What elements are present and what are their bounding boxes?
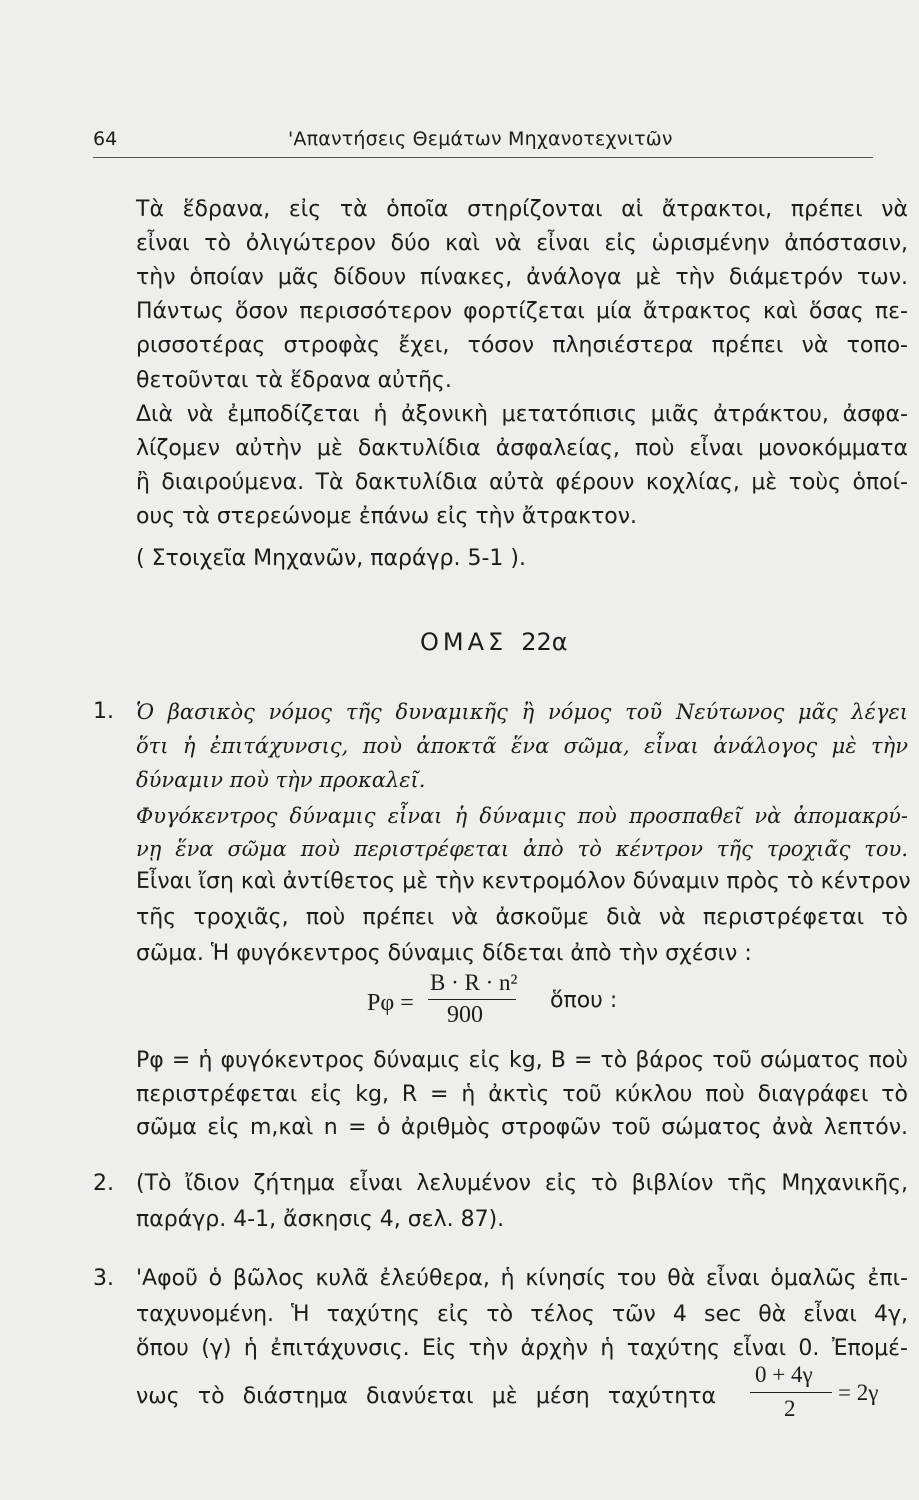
text-line: περιστρέφεται εἰς kg, R = ἡ ἀκτὶς τοῦ κύκλου ποὺ διαγράφει τὸ [136, 1082, 908, 1107]
group-heading [420, 628, 568, 656]
text-line: τῆς τροχιᾶς, ποὺ πρέπει νὰ ἀσκοῦμε διὰ νὰ περιστρέφεται τὸ [136, 905, 908, 930]
italic-line: Ὁ βασικὸς νόμος τῆς δυναμικῆς ἢ νόμος τοῦ Νεύτωνος μᾶς λέγει [136, 700, 908, 724]
formula-numerator: B · R · n² [430, 970, 518, 995]
text-line: σῶμα εἰς m,καὶ n = ὁ ἀριθμὸς στροφῶν τοῦ σώματος ἀνὰ λεπτόν. [136, 1115, 908, 1140]
page-header [93, 128, 871, 156]
italic-line: δύναμιν ποὺ τὴν προκαλεῖ. [136, 768, 426, 792]
text-line: ρισσοτέρας στροφὰς ἔχει, τόσον πλησιέστερα πρέπει νὰ τοπο- [136, 333, 908, 358]
formula-result: = 2γ [838, 1380, 879, 1405]
italic-line: νῃ ἕνα σῶμα ποὺ περιστρέφεται ἀπὸ τὸ κέντρον τῆς τροχιᾶς του. [136, 837, 908, 861]
text-line: (Τὸ ἴδιον ζήτημα εἶναι λελυμένον εἰς τὸ βιβλίον τῆς Μηχανικῆς, [136, 1171, 908, 1196]
text-line: λίζομεν αὐτὴν μὲ δακτυλίδια ἀσφαλείας, ποὺ εἶναι μονοκόμματα [136, 436, 908, 461]
fraction-bar [750, 1392, 832, 1393]
text-line: 'Αφοῦ ὁ βῶλος κυλᾶ ἐλεύθερα, ἡ κίνησίς του θὰ εἶναι ὁμαλῶς ἐπι- [136, 1266, 908, 1291]
page-number: 64 [93, 128, 118, 150]
text-line: παράγρ. 4-1, ἄσκησις 4, σελ. 87). [136, 1207, 505, 1232]
text-line: Εἶναι ἴση καὶ ἀντίθετος μὲ τὴν κεντρομόλον δύναμιν πρὸς τὸ κέντρον [136, 869, 911, 894]
text-line: Πάντως ὅσον περισσότερον φορτίζεται μία ἄτρακτος καὶ ὅσας πε- [136, 299, 908, 324]
answer-number: 3. [93, 1266, 114, 1291]
italic-line: Φυγόκεντρος δύναμις εἶναι ἡ δύναμις ποὺ προσπαθεῖ νὰ ἀπομακρύ- [136, 804, 908, 828]
answer-number: 2. [93, 1171, 114, 1196]
formula-lhs: Pφ = [367, 990, 414, 1016]
running-title: 'Απαντήσεις Θεμάτων Μηχανοτεχνιτῶν [288, 128, 673, 150]
header-rule [93, 157, 873, 158]
formula-numerator: 0 + 4γ [755, 1362, 813, 1387]
fraction-bar [428, 999, 516, 1000]
italic-line: ὅτι ἡ ἐπιτάχυνσις, ποὺ ἀποκτᾶ ἕνα σῶμα, εἶναι ἀνάλογος μὲ τὴν [136, 734, 908, 758]
group-heading-code: 22α [521, 628, 568, 656]
formula-denominator: 900 [447, 1002, 483, 1028]
text-line: σῶμα. Ἡ φυγόκεντρος δύναμις δίδεται ἀπὸ τὴν σχέσιν : [136, 941, 752, 966]
text-line: ὅπου (γ) ἡ ἐπιτάχυνσις. Εἰς τὴν ἀρχὴν ἡ ταχύτης εἶναι 0. Ἐπομέ- [136, 1336, 908, 1361]
formula-suffix: ὅπου : [550, 988, 618, 1013]
text-line: ους τὰ στερεώνομε ἐπάνω εἰς τὴν ἄτρακτον. [136, 504, 638, 529]
text-line: Τὰ ἕδρανα, εἰς τὰ ὁποῖα στηρίζονται αἱ ἄτρακτοι, πρέπει νὰ [136, 197, 908, 222]
text-line: νως τὸ διάστημα διανύεται μὲ μέση ταχύτητα [136, 1384, 716, 1409]
answer-number: 1. [93, 699, 114, 724]
group-heading-label: ΟΜΑΣ [420, 628, 508, 656]
text-line: τὴν ὁποίαν μᾶς δίδουν πίνακες, ἀνάλογα μὲ τὴν διάμετρόν των. [136, 265, 908, 290]
text-line: ταχυνομένη. Ἡ ταχύτης εἰς τὸ τέλος τῶν 4 sec θὰ εἶναι 4γ, [136, 1302, 908, 1327]
formula-denominator: 2 [784, 1396, 796, 1421]
text-line: εἶναι τὸ ὀλιγώτερον δύο καὶ νὰ εἶναι εἰς ὡρισμένην ἀπόστασιν, [136, 231, 908, 256]
reference-line: ( Στοιχεῖα Μηχανῶν, παράγρ. 5-1 ). [136, 546, 526, 571]
text-line: Διὰ νὰ ἐμποδίζεται ἡ ἀξονικὴ μετατόπισις μιᾶς ἀτράκτου, ἀσφα- [136, 402, 908, 427]
text-line: ἢ διαιρούμενα. Τὰ δακτυλίδια αὐτὰ φέρουν κοχλίας, μὲ τοὺς ὁποί- [136, 470, 908, 495]
text-line: Pφ = ἡ φυγόκεντρος δύναμις εἰς kg, B = τὸ βάρος τοῦ σώματος ποὺ [136, 1048, 908, 1073]
text-line: θετοῦνται τὰ ἕδρανα αὐτῆς. [136, 368, 452, 393]
